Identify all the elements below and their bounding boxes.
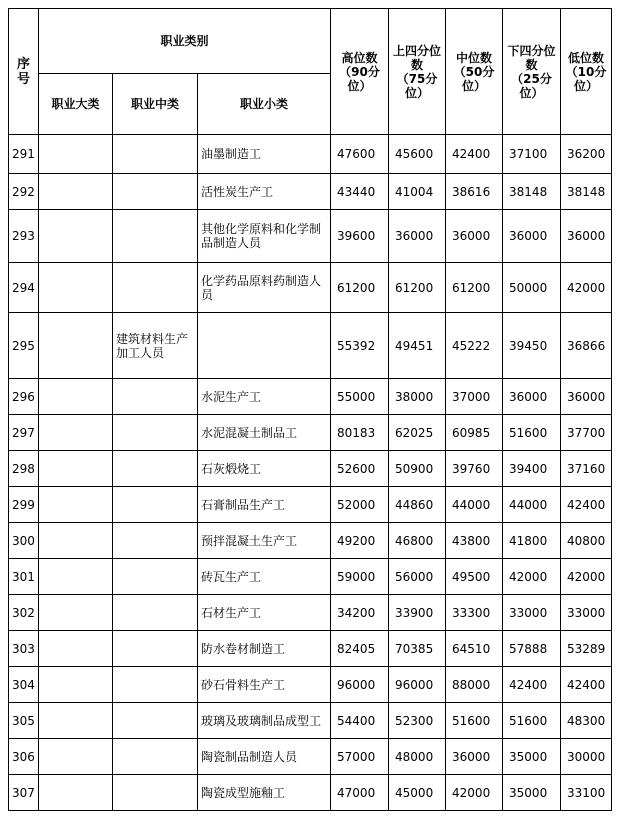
cell-p50: 33300 [446,595,503,631]
cell-major [39,739,113,775]
cell-minor: 陶瓷制品制造人员 [198,739,331,775]
cell-p25: 42000 [503,559,561,595]
cell-p50: 60985 [446,415,503,451]
cell-minor: 石材生产工 [198,595,331,631]
cell-p50: 43800 [446,523,503,559]
cell-p50: 38616 [446,174,503,210]
cell-p90: 80183 [331,415,389,451]
cell-seq: 299 [9,487,39,523]
cell-p90: 55000 [331,379,389,415]
cell-major [39,313,113,379]
cell-major [39,451,113,487]
cell-minor: 石膏制品生产工 [198,487,331,523]
cell-p10: 37160 [561,451,612,487]
cell-p10: 30000 [561,739,612,775]
cell-middle [113,263,198,313]
cell-p75: 48000 [389,739,446,775]
cell-p50: 42400 [446,135,503,174]
cell-p90: 52600 [331,451,389,487]
salary-table [8,8,612,811]
cell-minor: 其他化学原料和化学制品制造人员 [198,210,331,263]
cell-minor: 水泥生产工 [198,379,331,415]
header-minor: 职业小类 [198,74,331,135]
table-row [9,379,612,415]
cell-middle: 建筑材料生产加工人员 [113,313,198,379]
cell-middle [113,379,198,415]
cell-p90: 43440 [331,174,389,210]
cell-minor: 防水卷材制造工 [198,631,331,667]
cell-p50: 51600 [446,703,503,739]
cell-minor: 陶瓷成型施釉工 [198,775,331,811]
cell-p25: 36000 [503,210,561,263]
cell-p25: 44000 [503,487,561,523]
cell-major [39,174,113,210]
cell-p75: 45000 [389,775,446,811]
cell-seq: 302 [9,595,39,631]
cell-major [39,631,113,667]
cell-p50: 88000 [446,667,503,703]
cell-middle [113,667,198,703]
cell-major [39,667,113,703]
cell-p90: 39600 [331,210,389,263]
cell-major [39,595,113,631]
cell-major [39,703,113,739]
cell-p50: 36000 [446,739,503,775]
cell-p75: 49451 [389,313,446,379]
header-p10: 低位数 （10分 位） [561,9,612,135]
table-row [9,703,612,739]
header-major: 职业大类 [39,74,113,135]
table-row [9,775,612,811]
cell-p75: 52300 [389,703,446,739]
cell-middle [113,631,198,667]
cell-p50: 64510 [446,631,503,667]
table-row [9,415,612,451]
cell-p90: 61200 [331,263,389,313]
cell-middle [113,703,198,739]
header-category: 职业类别 [39,9,331,74]
cell-major [39,263,113,313]
cell-p75: 33900 [389,595,446,631]
cell-p25: 51600 [503,415,561,451]
cell-p10: 36866 [561,313,612,379]
cell-p90: 49200 [331,523,389,559]
cell-seq: 295 [9,313,39,379]
cell-middle [113,210,198,263]
cell-middle [113,559,198,595]
cell-p50: 39760 [446,451,503,487]
cell-seq: 298 [9,451,39,487]
cell-middle [113,739,198,775]
cell-p25: 38148 [503,174,561,210]
cell-p10: 42400 [561,487,612,523]
cell-p90: 55392 [331,313,389,379]
cell-p50: 49500 [446,559,503,595]
cell-p75: 61200 [389,263,446,313]
cell-seq: 305 [9,703,39,739]
cell-middle [113,135,198,174]
header-p75: 上四分位 数 （75分 位） [389,9,446,135]
cell-middle [113,415,198,451]
cell-p10: 36000 [561,379,612,415]
cell-p25: 33000 [503,595,561,631]
cell-p10: 33000 [561,595,612,631]
table-row [9,451,612,487]
cell-seq: 297 [9,415,39,451]
cell-minor: 石灰煅烧工 [198,451,331,487]
cell-major [39,523,113,559]
cell-p75: 96000 [389,667,446,703]
cell-p75: 36000 [389,210,446,263]
cell-p90: 54400 [331,703,389,739]
cell-middle [113,174,198,210]
cell-minor [198,313,331,379]
cell-p25: 35000 [503,775,561,811]
cell-seq: 294 [9,263,39,313]
cell-p75: 45600 [389,135,446,174]
header-p25: 下四分位 数 （25分 位） [503,9,561,135]
cell-p25: 37100 [503,135,561,174]
table-row [9,487,612,523]
cell-p25: 39450 [503,313,561,379]
cell-major [39,415,113,451]
cell-p75: 70385 [389,631,446,667]
cell-major [39,775,113,811]
cell-p50: 44000 [446,487,503,523]
cell-p10: 42400 [561,667,612,703]
cell-middle [113,487,198,523]
cell-p25: 50000 [503,263,561,313]
table-row [9,135,612,174]
table-row [9,523,612,559]
cell-middle [113,523,198,559]
cell-p50: 36000 [446,210,503,263]
cell-major [39,210,113,263]
cell-p10: 38148 [561,174,612,210]
header-middle: 职业中类 [113,74,198,135]
cell-p10: 33100 [561,775,612,811]
cell-p25: 51600 [503,703,561,739]
cell-seq: 304 [9,667,39,703]
cell-middle [113,451,198,487]
cell-p75: 41004 [389,174,446,210]
table-row [9,174,612,210]
cell-seq: 300 [9,523,39,559]
cell-minor: 水泥混凝土制品工 [198,415,331,451]
cell-p75: 62025 [389,415,446,451]
cell-p10: 48300 [561,703,612,739]
cell-major [39,559,113,595]
cell-seq: 307 [9,775,39,811]
cell-p50: 42000 [446,775,503,811]
cell-p75: 46800 [389,523,446,559]
cell-p90: 57000 [331,739,389,775]
cell-p10: 53289 [561,631,612,667]
cell-p10: 36000 [561,210,612,263]
cell-minor: 油墨制造工 [198,135,331,174]
cell-p25: 35000 [503,739,561,775]
header-p90: 高位数 （90分 位） [331,9,389,135]
cell-p50: 45222 [446,313,503,379]
cell-p75: 50900 [389,451,446,487]
table-row [9,210,612,263]
table-row [9,595,612,631]
header-p50: 中位数 （50分 位） [446,9,503,135]
cell-p50: 61200 [446,263,503,313]
cell-p10: 40800 [561,523,612,559]
cell-seq: 301 [9,559,39,595]
cell-p10: 42000 [561,559,612,595]
table-row [9,559,612,595]
cell-p25: 36000 [503,379,561,415]
cell-p50: 37000 [446,379,503,415]
cell-minor: 砖瓦生产工 [198,559,331,595]
cell-p25: 57888 [503,631,561,667]
cell-minor: 化学药品原料药制造人员 [198,263,331,313]
cell-p25: 41800 [503,523,561,559]
cell-p90: 59000 [331,559,389,595]
cell-seq: 296 [9,379,39,415]
cell-p90: 47000 [331,775,389,811]
cell-p75: 38000 [389,379,446,415]
cell-p75: 56000 [389,559,446,595]
cell-middle [113,775,198,811]
cell-seq: 291 [9,135,39,174]
cell-minor: 玻璃及玻璃制品成型工 [198,703,331,739]
cell-p90: 52000 [331,487,389,523]
cell-major [39,379,113,415]
cell-p10: 36200 [561,135,612,174]
cell-seq: 293 [9,210,39,263]
cell-p25: 42400 [503,667,561,703]
cell-p90: 96000 [331,667,389,703]
cell-seq: 292 [9,174,39,210]
cell-p25: 39400 [503,451,561,487]
cell-minor: 预拌混凝土生产工 [198,523,331,559]
cell-major [39,487,113,523]
cell-middle [113,595,198,631]
header-seq: 序 号 [9,9,39,135]
cell-p90: 47600 [331,135,389,174]
cell-major [39,135,113,174]
table-row [9,739,612,775]
table-row [9,631,612,667]
cell-p10: 37700 [561,415,612,451]
table-row [9,263,612,313]
cell-p10: 42000 [561,263,612,313]
cell-p75: 44860 [389,487,446,523]
cell-p90: 82405 [331,631,389,667]
cell-seq: 303 [9,631,39,667]
table-row [9,313,612,379]
cell-seq: 306 [9,739,39,775]
cell-minor: 砂石骨料生产工 [198,667,331,703]
cell-minor: 活性炭生产工 [198,174,331,210]
cell-p90: 34200 [331,595,389,631]
table-row [9,667,612,703]
